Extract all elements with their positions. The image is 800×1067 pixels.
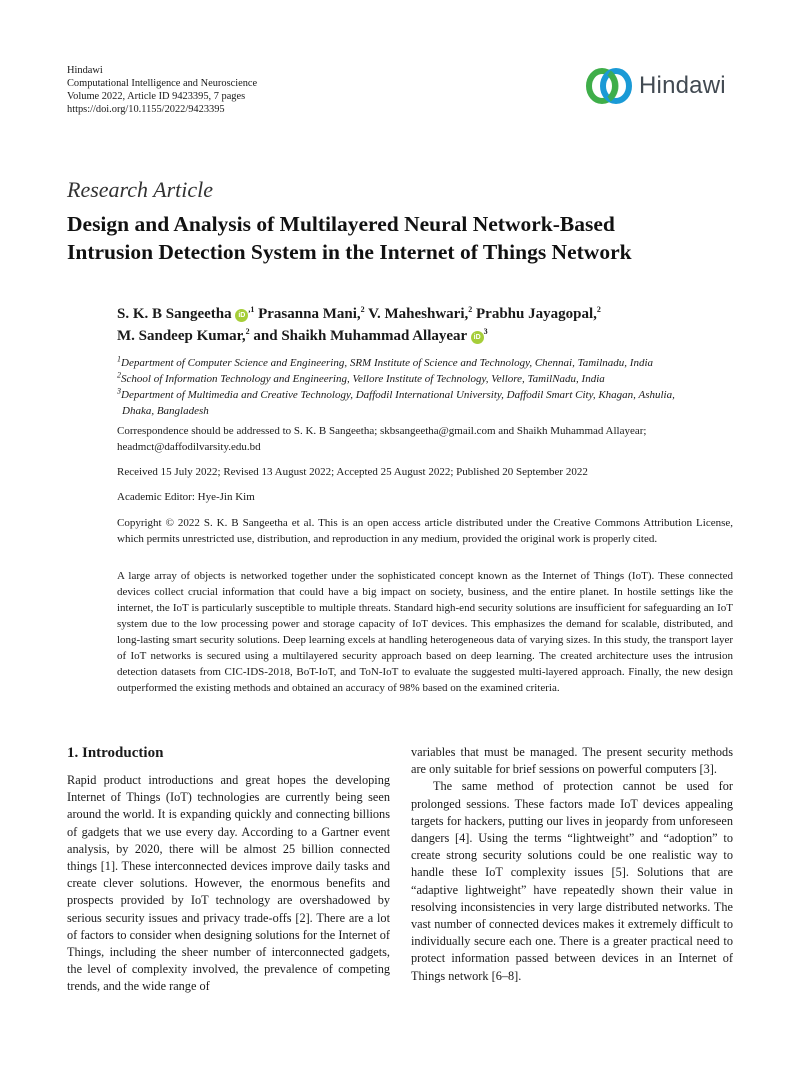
- volume-info: Volume 2022, Article ID 9423395, 7 pages: [67, 91, 246, 102]
- paragraph: The same method of protection cannot be used for prolonged sessions. These factors made IoT devices appealing targets for hackers, putting our lives in jeopardy from unforeseen dangers [4]. Using the terms “lightweight” and “adoption” to create strong security solutions could be one realistic way to handle these IoT complexity issues [5]. Solutions that are “adaptive lightweight” have repeatedly shown their value in resolving inconsistencies in very large distributed networks. The vast number of connected devices makes it extremely difficult to individually secure each one. There is a greater practical need to protect information passed between devices in an Internet of Things network [6–8].: [411, 779, 733, 983]
- affiliation-ref: 3: [483, 327, 488, 336]
- author-name[interactable]: M. Sandeep Kumar,: [117, 328, 246, 344]
- hindawi-logo[interactable]: [583, 64, 743, 108]
- affiliation-3: $^3$Department of Multimedia and Creative Technology, Daffodil International University, Daffodil Smart City, Khagan, Ashulia,: [117, 386, 675, 401]
- author-list: [117, 303, 737, 347]
- affiliation-ref: 2: [596, 305, 601, 314]
- affiliation-ref: 2: [245, 327, 250, 336]
- correspondence: Correspondence should be addressed to S. K. B Sangeetha; skbsangeetha@gmail.com and Shaikh Muhammad Allayear; headmct@daffodilvarsity.edu.bd: [117, 425, 647, 453]
- section-heading: 1. Introduction: [67, 745, 164, 761]
- affiliation-2: $^2$School of Information Technology and Engineering, Vellore Institute of Technology, Vellore, TamilNadu, India: [117, 370, 605, 385]
- title-line: Intrusion Detection System in the Internet of Things Network: [67, 240, 632, 264]
- abstract: A large array of objects is networked together under the sophisticated concept known as the Internet of Things (IoT). These connected devices collect crucial information that could have a big impact on society, business, and the entire planet. In hostile settings like the internet, the IoT is particularly susceptible to multiple threats. Standard high-end security solutions are insufficient for safeguarding an IoT system due to the low processing power and storage capacity of IoT devices. This emphasizes the demand for scalable, distributed, and long-lasting smart security solutions. Deep learning excels at handling heterogeneous data of varying sizes. In this study, the transport layer of IoT networks is secured using a multilayered security approach based on deep learning. The created architecture uses the intrusion detection datasets from CIC-IDS-2018, BoT-IoT, and ToN-IoT to evaluate the suggested multi-layered approach. Finally, the new design outperformed the existing methods and obtained an accuracy of 98% based on the examined criteria.: [117, 570, 733, 694]
- author-name[interactable]: Prasanna Mani,: [258, 306, 361, 322]
- logo-wordmark: Hindawi: [639, 72, 726, 99]
- article-title: [67, 210, 737, 266]
- doi-link[interactable]: https://doi.org/10.1155/2022/9423395: [67, 104, 225, 115]
- affiliation-1: $^1$Department of Computer Science and Engineering, SRM Institute of Science and Technology, Chennai, Tamilnadu, India: [117, 354, 654, 369]
- title-line: Design and Analysis of Multilayered Neural Network-Based: [67, 212, 615, 236]
- publication-dates: Received 15 July 2022; Revised 13 August 2022; Accepted 25 August 2022; Published 20 September 2022: [117, 466, 588, 478]
- author-name[interactable]: V. Maheshwari,: [368, 306, 469, 322]
- hindawi-logo-icon: [583, 64, 635, 108]
- author-name[interactable]: S. K. B Sangeetha: [117, 306, 232, 322]
- journal-name: Computational Intelligence and Neuroscience: [67, 78, 258, 89]
- copyright-notice: Copyright © 2022 S. K. B Sangeetha et al. This is an open access article distributed under the Creative Commons Attribution License, which permits unrestricted use, distribution, and reproduction in any medium, provided the original work is properly cited.: [117, 517, 733, 545]
- intro-left-column: Rapid product introductions and great hopes the developing Internet of Things (IoT) technologies are currently being seen around the world. It is expanding quickly and connecting billions of gadgets that we use every day. According to a Gartner event analysis, by 2020, there will be almost 25 billion connected things [1]. These interconnected devices improve daily tasks and create clever solutions. However, the enormous benefits and prospects provided by IoT technology are overshadowed by serious security issues and privacy trade-offs [2]. There are a lot of factors to consider when designing solutions for the Internet of Things, including the sheer number of interconnected gadgets, the level of complexity involved, the prevalence of competing trends, and the wide range of: [67, 773, 390, 994]
- intro-right-column: [411, 744, 733, 985]
- academic-editor: Academic Editor: Hye-Jin Kim: [117, 491, 255, 503]
- author-name[interactable]: Prabhu Jayagopal,: [476, 306, 597, 322]
- affiliation-3-cont: Dhaka, Bangladesh: [122, 405, 209, 417]
- journal-meta: [67, 64, 257, 116]
- affiliation-ref: 2: [360, 305, 365, 314]
- affiliations: [117, 355, 737, 419]
- publisher-name: Hindawi: [67, 65, 103, 76]
- affiliation-ref: ,1: [248, 305, 255, 314]
- author-name[interactable]: and Shaikh Muhammad Allayear: [253, 328, 467, 344]
- orcid-icon[interactable]: iD: [471, 331, 484, 344]
- affiliation-ref: 2: [468, 305, 473, 314]
- paragraph: variables that must be managed. The present security methods are only suitable for brief sessions on powerful computers [3].: [411, 745, 733, 777]
- orcid-icon[interactable]: iD: [235, 309, 248, 322]
- article-type: Research Article: [67, 177, 214, 202]
